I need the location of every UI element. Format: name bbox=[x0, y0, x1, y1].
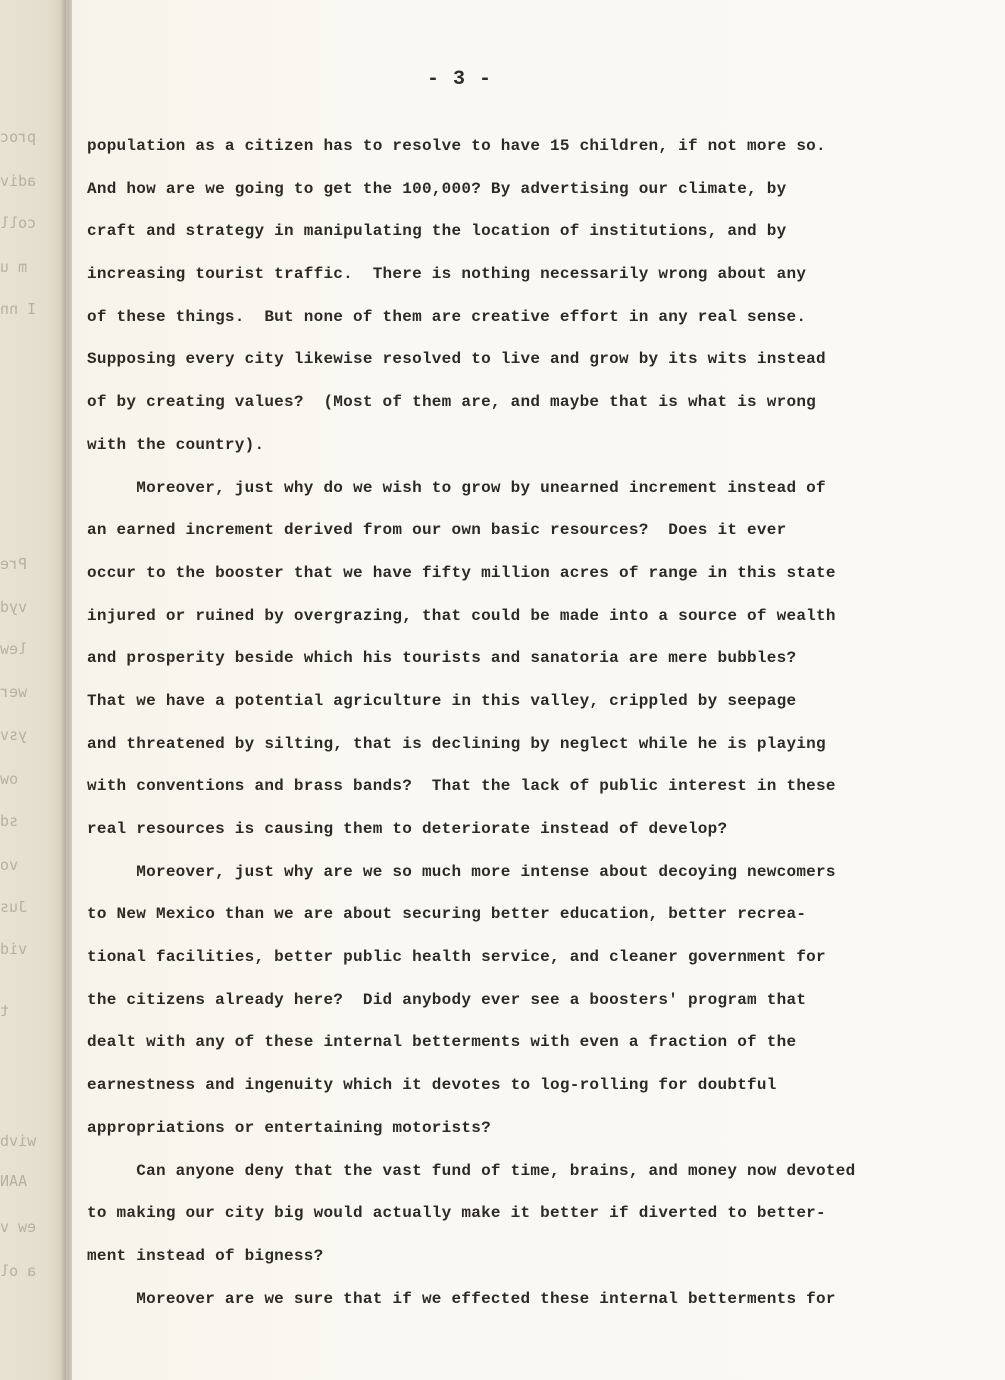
bleed-through-text: lew bbox=[0, 640, 28, 658]
bleed-through-text: wer bbox=[0, 683, 28, 701]
bleed-through-text: proc bbox=[0, 128, 37, 146]
bleed-through-text: vyd bbox=[0, 598, 28, 616]
bleed-through-text: vid bbox=[0, 940, 28, 958]
text-line: tional facilities, better public health service, and cleaner government for bbox=[87, 948, 826, 967]
text-line: dealt with any of these internal betterments with even a fraction of the bbox=[87, 1033, 797, 1052]
text-line: ment instead of bigness? bbox=[87, 1246, 324, 1265]
bleed-through-text: Jus bbox=[0, 898, 28, 916]
text-line: an earned increment derived from our own basic resources? Does it ever bbox=[87, 521, 787, 540]
text-line: And how are we going to get the 100,000? By advertising our climate, by bbox=[87, 179, 787, 198]
bleed-through-text: vo bbox=[0, 856, 19, 874]
bleed-through-text: m u bbox=[0, 258, 28, 276]
text-line: Moreover are we sure that if we effected these internal betterments for bbox=[87, 1289, 836, 1308]
text-line: Moreover, just why do we wish to grow by unearned increment instead of bbox=[87, 478, 826, 497]
bleed-through-text: Pre bbox=[0, 555, 28, 573]
text-line: Can anyone deny that the vast fund of time, brains, and money now devoted bbox=[87, 1161, 856, 1180]
text-line: occur to the booster that we have fifty million acres of range in this state bbox=[87, 563, 836, 582]
typewritten-page bbox=[72, 0, 1005, 1380]
text-line: Supposing every city likewise resolved to live and grow by its wits instead bbox=[87, 350, 826, 369]
text-line: Moreover, just why are we so much more intense about decoying newcomers bbox=[87, 862, 836, 881]
text-line: the citizens already here? Did anybody ever see a boosters' program that bbox=[87, 990, 807, 1009]
text-line: increasing tourist traffic. There is nothing necessarily wrong about any bbox=[87, 265, 807, 284]
bleed-through-text: ew v bbox=[0, 1218, 37, 1236]
text-line: craft and strategy in manipulating the location of institutions, and by bbox=[87, 222, 787, 241]
text-line: to New Mexico than we are about securing better education, better recrea- bbox=[87, 905, 807, 924]
text-line: population as a citizen has to resolve to have 15 children, if not more so. bbox=[87, 137, 826, 155]
text-line: earnestness and ingenuity which it devotes to log-rolling for doubtful bbox=[87, 1076, 777, 1095]
text-line: That we have a potential agriculture in this valley, crippled by seepage bbox=[87, 691, 797, 710]
bleed-through-text: ow bbox=[0, 770, 19, 788]
bleed-through-text: sd bbox=[0, 812, 19, 830]
text-line: with the country). bbox=[87, 435, 265, 454]
bleed-through-text: wivb bbox=[0, 1132, 37, 1150]
text-line: to making our city big would actually make it better if diverted to better- bbox=[87, 1204, 826, 1223]
bleed-through-text: t bbox=[0, 1002, 10, 1020]
bleed-through-text: AAN bbox=[0, 1172, 28, 1190]
bleed-through-text: a ol bbox=[0, 1262, 37, 1280]
text-line: of by creating values? (Most of them are, and maybe that is what is wrong bbox=[87, 393, 817, 412]
underlying-page-edge bbox=[0, 0, 66, 1380]
page-number: - 3 - bbox=[426, 68, 492, 91]
text-line: injured or ruined by overgrazing, that could be made into a source of wealth bbox=[87, 606, 836, 625]
text-line: of these things. But none of them are creative effort in any real sense. bbox=[87, 307, 807, 326]
bleed-through-text: ysv bbox=[0, 726, 28, 744]
text-line: and prosperity beside which his tourists and sanatoria are mere bubbles? bbox=[87, 649, 797, 668]
bleed-through-text: coll bbox=[0, 214, 37, 232]
text-line: real resources is causing them to deteriorate instead of develop? bbox=[87, 820, 728, 838]
bleed-through-text: adiv bbox=[0, 172, 37, 190]
text-line: with conventions and brass bands? That the lack of public interest in these bbox=[87, 777, 836, 796]
bleed-through-text: I nn bbox=[0, 300, 37, 318]
text-line: and threatened by silting, that is declining by neglect while he is playing bbox=[87, 734, 826, 753]
body-text bbox=[87, 132, 927, 1327]
text-line: appropriations or entertaining motorists? bbox=[87, 1118, 491, 1137]
